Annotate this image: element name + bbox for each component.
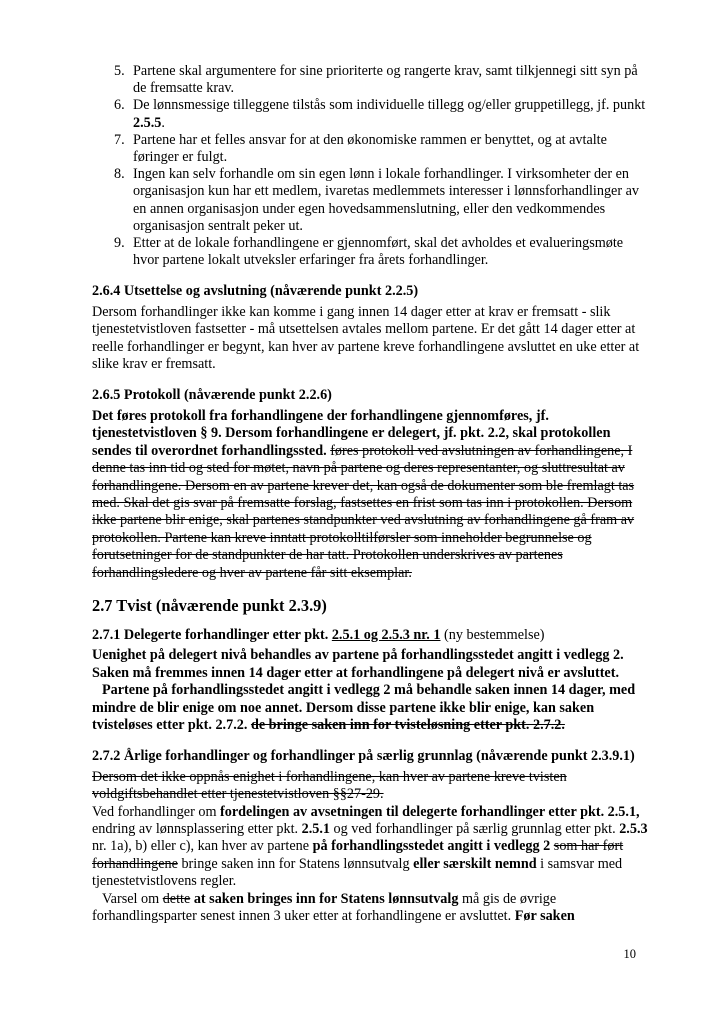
list-item-text: . <box>161 114 165 131</box>
section-body-2-7-2-p2 <box>92 891 648 926</box>
protocol-new-text: Det føres protokoll fra forhandlingene der forhandlingene gjennomføres, jf. tjenestetvistloven § 9. Dersom forhandlingene er delegert, jf. pkt. 2.2, skal protokollen sendes til overordnet forhandlingssted. <box>92 407 611 459</box>
list-item-number: 8. <box>114 166 125 183</box>
section-body-2-6-5 <box>92 408 648 582</box>
list-item-text: De lønnsmessige tilleggene tilstås som individuelle tillegg og/eller gruppetillegg, jf. punkt <box>133 97 646 114</box>
section-reference: 2.5.1 <box>301 821 330 837</box>
paragraph-text: Ved forhandlinger om <box>92 803 221 820</box>
paragraph-text: nr. 1a), b) eller c), kan hver av partene <box>92 838 313 855</box>
list-item-text: Etter at de lokale forhandlingene er gjennomført, skal det avholdes et evalueringsmøte hvor partene lokalt utveksler erfaringer fra årets forhandlinger. <box>133 235 624 269</box>
paragraph-text: endring av lønnsplassering etter pkt. <box>92 821 302 837</box>
paragraph-text: i samsvar med tjenestetvistlovens regler. <box>92 855 623 890</box>
page-content <box>92 63 648 925</box>
list-item-text: Partene skal argumentere for sine prioriterte og rangerte krav, samt tilkjennegi sitt syn på de fremsatte krav. <box>133 63 638 97</box>
paragraph-text: Partene på forhandlingsstedet angitt i vedlegg 2 må behandle saken innen 14 dager, med mindre de blir enige om noe annet. Dersom disse partene ikke blir enige, kan saken tvisteløses etter pkt. 2.7.2. <box>92 682 636 733</box>
section-heading-2-6-5: 2.6.5 Protokoll (nåværende punkt 2.2.6) <box>92 387 332 404</box>
paragraph-text: Før saken <box>514 908 575 925</box>
list-item <box>92 97 648 131</box>
paragraph-text: fordelingen av avsetningen til delegerte forhandlinger etter pkt. 2.5.1, <box>220 803 640 820</box>
section-heading-2-6-4: 2.6.4 Utsettelse og avslutning (nåværende punkt 2.2.5) <box>92 283 419 300</box>
section-reference: 2.5.1 og 2.5.3 nr. 1 <box>331 626 441 643</box>
paragraph-text: må gis de øvrige forhandlingsparter senest innen 3 uker etter at forhandlingene er avsluttet. <box>92 890 557 925</box>
list-item-text: Partene har et felles ansvar for at den økonomiske rammen er benyttet, og at avtalte føringer er fulgt. <box>133 131 607 166</box>
paragraph-text: og ved forhandlinger på særlig grunnlag etter pkt. <box>330 821 620 837</box>
section-reference: 2.5.3 <box>619 821 648 837</box>
section-body-2-7-2-p1 <box>92 804 648 891</box>
list-item <box>92 166 648 235</box>
page-number: 10 <box>623 947 636 961</box>
section-heading-2-7-1 <box>92 627 648 644</box>
paragraph-text: at saken bringes inn for Statens lønnsutvalg <box>190 890 459 907</box>
protocol-deleted-text: føres protokoll ved avslutningen av forhandlingene, I denne tas inn tid og sted for møtet, navn på partene og deres representanter, og sluttresultat av forhandlingene. Dersom en av partene krever det, kan også de dokumenter som ble fremlagt tas med. Skal det gis svar på fremsatte forslag, fastsettes en frist som tas inn i protokollen. Dersom ikke partene blir enige, skal partenes standpunkter ved avslutning av forhandlingene gå fram av protokollen. Partene kan kreve inntatt protokolltilførsler som inneholder begrunnelse og forutsetninger for de standpunkter de har tatt. Protokollen underskrives av partenes forhandlingsledere og hver av partene får sitt eksemplar. <box>92 442 635 581</box>
heading-text: (nåværende punkt 2.3.9.1) <box>476 748 635 765</box>
numbered-list <box>92 63 648 269</box>
section-reference: 2.5.5 <box>133 114 162 131</box>
section-body-2-6-4: Dersom forhandlinger ikke kan komme i gang innen 14 dager etter at krav er fremsatt - slik tjenestetvistloven fastsetter - må utsettelsen avtales mellom partene. Er det gått 14 dager etter at reelle forhandlinger er begynt, kan hver av partene kreve forhandlingene avsluttet en uke etter at slike krav er fremsatt. <box>92 303 640 373</box>
paragraph-text: på forhandlingsstedet angitt i vedlegg 2 <box>312 838 551 855</box>
heading-text: 2.7.2 Årlige forhandlinger og forhandlinger på særlig grunnlag <box>92 748 477 765</box>
section-body-2-7-1-p2 <box>92 682 648 734</box>
list-item <box>92 235 648 269</box>
paragraph-text: bringe saken inn for Statens lønnsutvalg <box>177 855 414 872</box>
list-item-number: 7. <box>114 131 125 148</box>
deleted-text: de bringe saken inn for tvisteløsning etter pkt. 2.7.2. <box>250 716 565 733</box>
deleted-text: dette <box>162 890 191 907</box>
list-item-text: Ingen kan selv forhandle om sin egen lønn i lokale forhandlinger. I virksomheter der en organisasjon kun har ett medlem, ivaretas medlemmets interesser i lønnsforhandlinger av en annen organisasjon under egen hovedsammenslutning, eller den vedkommendes organisasjon sentralt peker ut. <box>133 166 640 234</box>
deleted-text: som har ført forhandlingene <box>92 838 624 872</box>
paragraph-text: Varsel om <box>102 890 163 907</box>
list-item <box>92 132 648 166</box>
section-body-2-7-1-p1: Uenighet på delegert nivå behandles av partene på forhandlingsstedet angitt i vedlegg 2. Saken må fremmes innen 14 dager etter at forhandlingene på delegert nivå er avsluttet. <box>92 647 624 681</box>
heading-text: (ny bestemmelse) <box>440 626 545 643</box>
list-item-number: 6. <box>114 97 125 114</box>
section-heading-2-7-2 <box>92 748 648 765</box>
section-heading-2-7: 2.7 Tvist (nåværende punkt 2.3.9) <box>92 595 327 615</box>
list-item <box>92 63 648 97</box>
section-body-2-7-2-deleted: Dersom det ikke oppnås enighet i forhandlingene, kan hver av partene kreve tvisten voldgiftsbehandlet etter tjenestetvistloven §§27-29. <box>92 768 567 803</box>
heading-text: 2.7.1 Delegerte forhandlinger etter pkt. <box>92 626 332 643</box>
list-item-number: 5. <box>114 63 125 79</box>
list-item-number: 9. <box>114 235 125 252</box>
paragraph-text: eller særskilt nemnd <box>413 855 537 872</box>
